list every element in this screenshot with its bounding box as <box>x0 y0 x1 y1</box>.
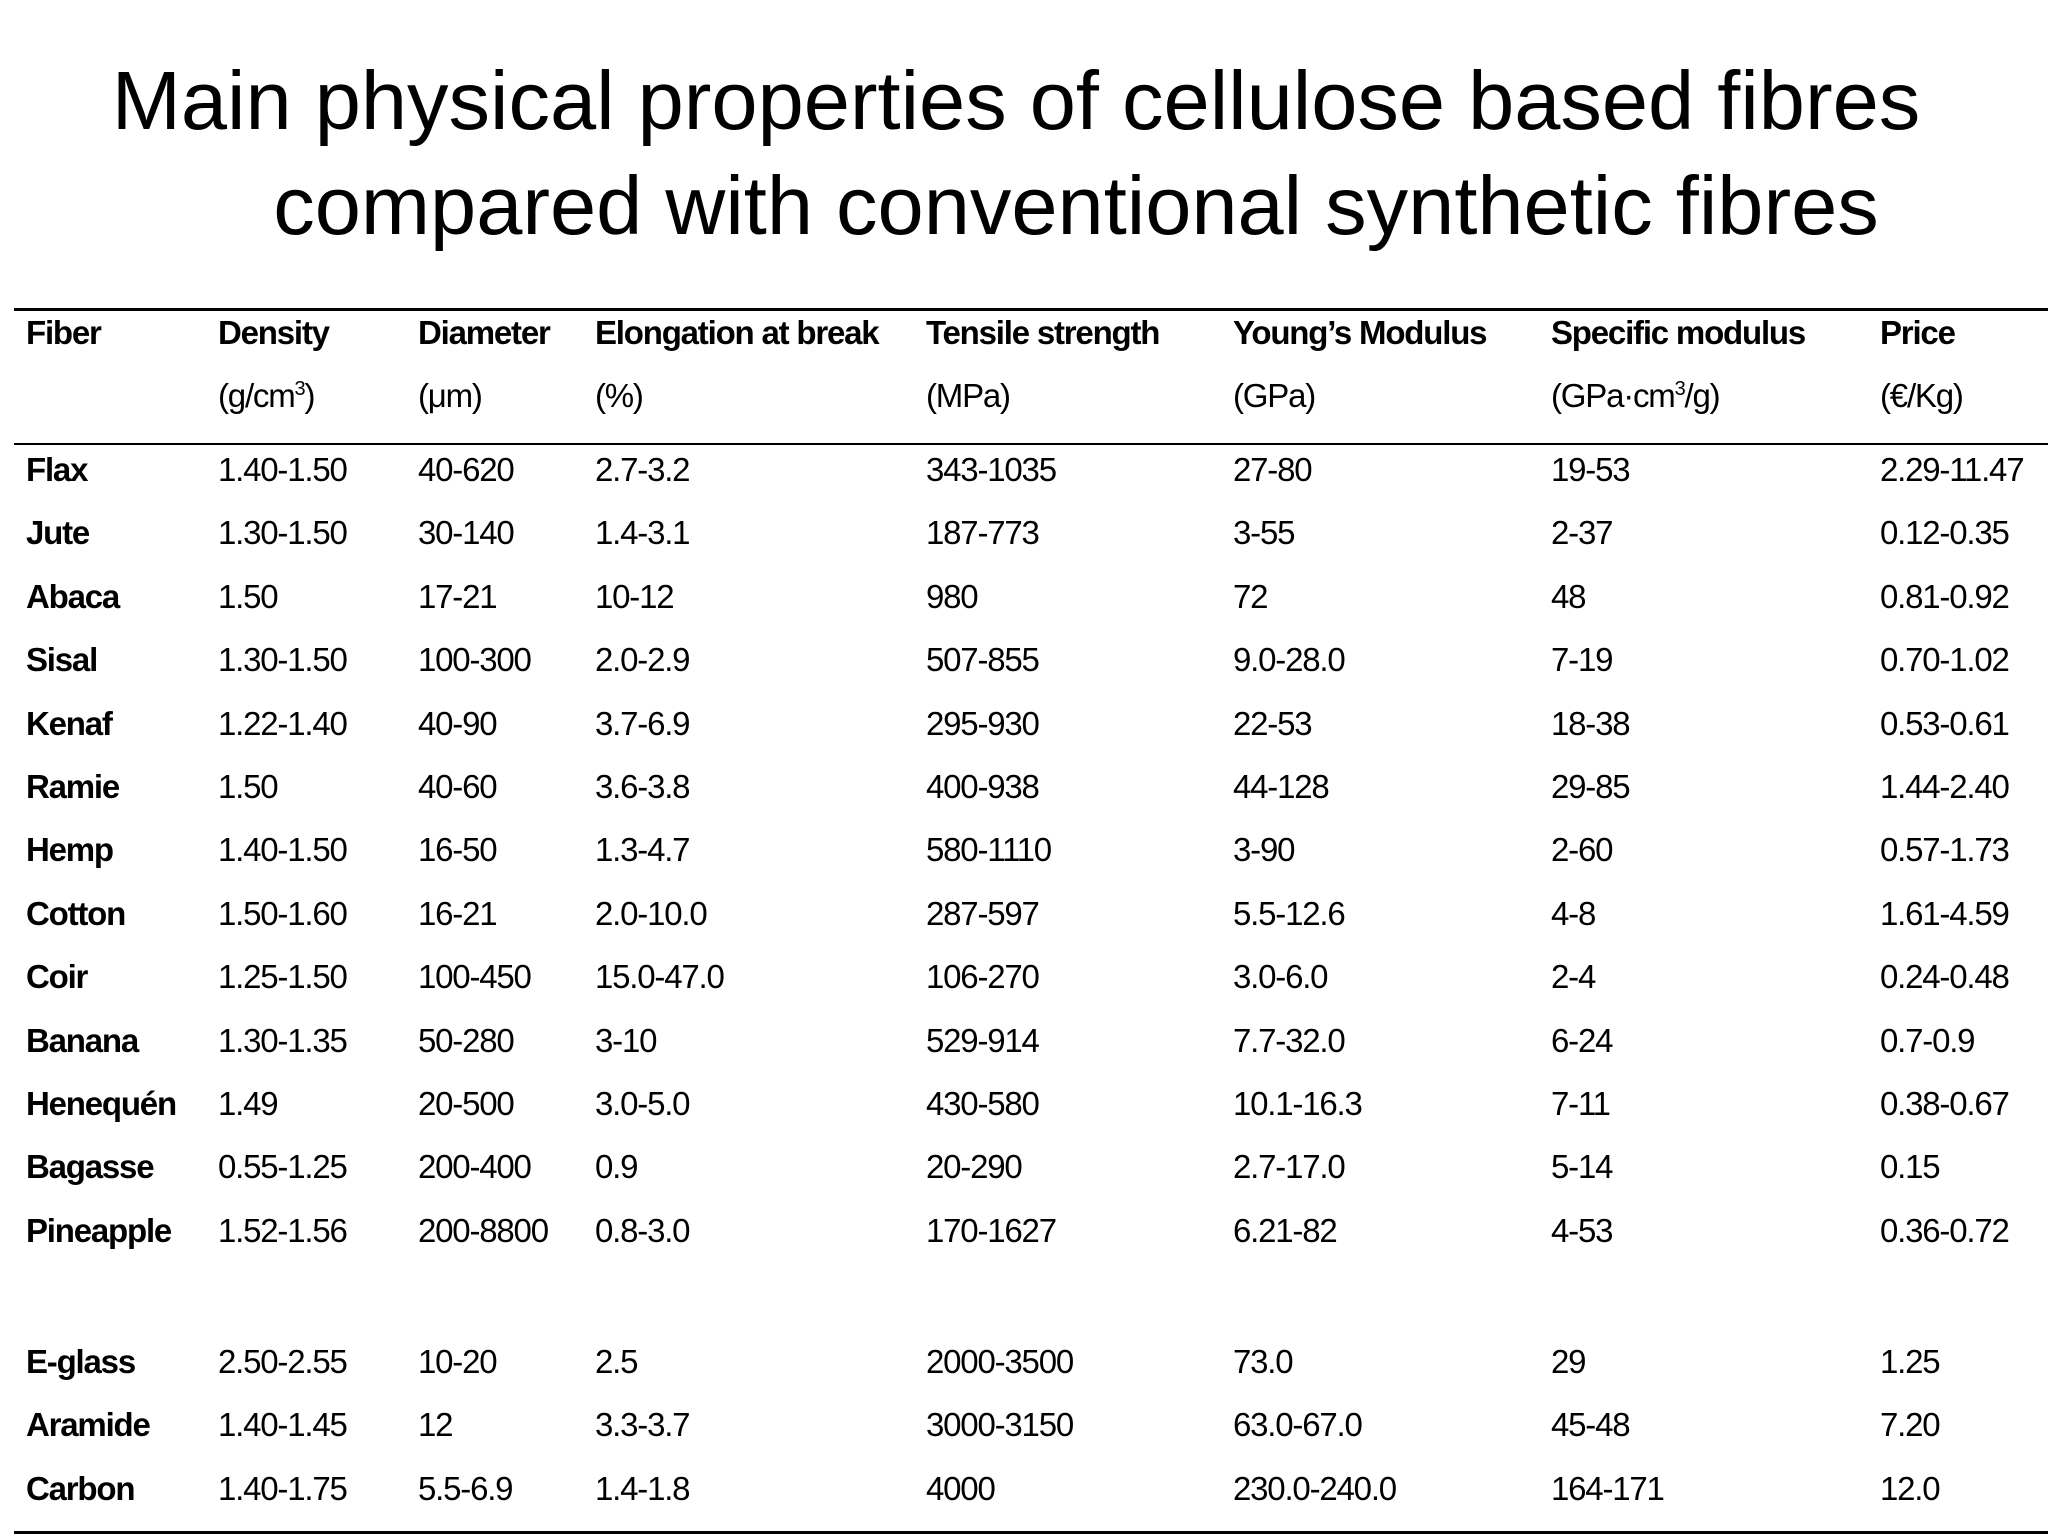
table-cell: 1.61-4.59 <box>1880 894 2009 932</box>
table-cell: 2.7-3.2 <box>595 451 690 488</box>
fiber-name-cell: Ramie <box>26 768 120 805</box>
table-cell: 10-12 <box>595 577 674 615</box>
column-unit-text: (g/cm <box>218 377 295 414</box>
column-unit-text: /g) <box>1684 377 1720 414</box>
table-cell: 0.70-1.02 <box>1880 641 2009 679</box>
column-unit <box>1551 376 1719 416</box>
table-cell: 12.0 <box>1880 1469 1940 1507</box>
table-cell: 10-20 <box>418 1343 497 1380</box>
fiber-name-cell: Abaca <box>26 577 120 615</box>
table-cell: 295-930 <box>926 704 1039 742</box>
table-cell: 1.50 <box>218 768 278 805</box>
table-cell: 580-1110 <box>926 831 1051 869</box>
table-cell: 529-914 <box>926 1021 1039 1059</box>
table-cell: 1.49 <box>218 1085 278 1122</box>
table-cell: 343-1035 <box>926 451 1056 488</box>
column-unit-text: ) <box>304 377 315 414</box>
table-cell: 980 <box>926 577 978 615</box>
table-cell: 1.40-1.50 <box>218 831 347 869</box>
column-unit-text: (%) <box>595 377 643 414</box>
table-cell: 164-171 <box>1551 1469 1664 1507</box>
table-cell: 2000-3500 <box>926 1343 1074 1380</box>
column-unit <box>418 376 482 416</box>
table-cell: 27-80 <box>1233 451 1312 488</box>
table-cell: 4-53 <box>1551 1211 1613 1249</box>
table-cell: 4000 <box>926 1469 995 1507</box>
table-cell: 0.57-1.73 <box>1880 831 2009 869</box>
fiber-name-cell: Aramide <box>26 1406 150 1444</box>
column-unit-text: (μm) <box>418 377 482 414</box>
table-cell: 0.7-0.9 <box>1880 1021 1975 1059</box>
fiber-name-cell: E-glass <box>26 1343 135 1380</box>
table-cell: 4-8 <box>1551 894 1596 932</box>
table-cell: 1.30-1.50 <box>218 641 347 679</box>
table-cell: 2-37 <box>1551 514 1613 552</box>
table-cell: 16-21 <box>418 894 497 932</box>
fiber-name-cell: Hemp <box>26 831 113 869</box>
table-cell: 1.25 <box>1880 1343 1940 1380</box>
table-cell: 187-773 <box>926 514 1039 552</box>
table-cell: 0.36-0.72 <box>1880 1211 2009 1249</box>
table-cell: 6.21-82 <box>1233 1211 1337 1249</box>
table-cell: 1.50-1.60 <box>218 894 347 932</box>
table-cell: 100-300 <box>418 641 531 679</box>
column-header: Fiber <box>26 314 101 351</box>
table-cell: 2-60 <box>1551 831 1613 869</box>
fiber-name-cell: Coir <box>26 958 88 996</box>
fiber-name-cell: Carbon <box>26 1469 135 1507</box>
table-cell: 0.8-3.0 <box>595 1211 690 1249</box>
table-cell: 1.40-1.75 <box>218 1469 347 1507</box>
table-cell: 0.55-1.25 <box>218 1148 347 1186</box>
column-unit <box>595 376 643 416</box>
column-header: Price <box>1880 314 1955 351</box>
column-header: Elongation at break <box>595 314 879 351</box>
column-header: Tensile strength <box>926 314 1160 351</box>
table-cell: 3-90 <box>1233 831 1295 869</box>
table-cell: 20-500 <box>418 1085 514 1122</box>
table-cell: 3000-3150 <box>926 1406 1074 1444</box>
table-cell: 63.0-67.0 <box>1233 1406 1362 1444</box>
table-cell: 3.3-3.7 <box>595 1406 690 1444</box>
table-cell: 40-90 <box>418 704 497 742</box>
table-cell: 2.50-2.55 <box>218 1343 347 1380</box>
table-cell: 5-14 <box>1551 1148 1613 1186</box>
table-cell: 1.22-1.40 <box>218 704 347 742</box>
table-cell: 1.50 <box>218 577 278 615</box>
table-cell: 3-10 <box>595 1021 657 1059</box>
table-cell: 7-11 <box>1551 1085 1610 1122</box>
table-cell: 40-620 <box>418 451 514 488</box>
fiber-name-cell: Cotton <box>26 894 126 932</box>
table-cell: 170-1627 <box>926 1211 1056 1249</box>
table-cell: 3.0-5.0 <box>595 1085 690 1122</box>
column-unit <box>1880 376 1963 416</box>
table-cell: 1.40-1.50 <box>218 451 347 488</box>
fiber-name-cell: Flax <box>26 451 88 488</box>
table-cell: 16-50 <box>418 831 497 869</box>
table-cell: 44-128 <box>1233 768 1329 805</box>
table-cell: 106-270 <box>926 958 1039 996</box>
fiber-name-cell: Bagasse <box>26 1148 154 1186</box>
fiber-name-cell: Henequén <box>26 1085 176 1122</box>
column-unit-text: (GPa) <box>1233 377 1316 414</box>
table-cell: 1.4-3.1 <box>595 514 690 552</box>
table-cell: 19-53 <box>1551 451 1630 488</box>
table-cell: 0.81-0.92 <box>1880 577 2009 615</box>
table-cell: 287-597 <box>926 894 1039 932</box>
table-cell: 50-280 <box>418 1021 514 1059</box>
table-cell: 3-55 <box>1233 514 1295 552</box>
table-cell: 12 <box>418 1406 453 1444</box>
table-cell: 7.7-32.0 <box>1233 1021 1345 1059</box>
fiber-name-cell: Kenaf <box>26 704 112 742</box>
fiber-name-cell: Sisal <box>26 641 98 679</box>
column-unit-text: (€/Kg) <box>1880 377 1963 414</box>
table-cell: 18-38 <box>1551 704 1630 742</box>
table-cell: 0.53-0.61 <box>1880 704 2009 742</box>
table-cell: 17-21 <box>418 577 497 615</box>
table-cell: 1.30-1.50 <box>218 514 347 552</box>
column-unit-text: (GPa·cm <box>1551 377 1675 414</box>
table-cell: 7-19 <box>1551 641 1613 679</box>
table-cell: 2.0-2.9 <box>595 641 690 679</box>
table-cell: 0.15 <box>1880 1148 1940 1186</box>
table-cell: 30-140 <box>418 514 514 552</box>
table-cell: 15.0-47.0 <box>595 958 724 996</box>
table-cell: 507-855 <box>926 641 1039 679</box>
table-cell: 5.5-6.9 <box>418 1469 513 1507</box>
table-cell: 2.7-17.0 <box>1233 1148 1345 1186</box>
table-cell: 6-24 <box>1551 1021 1613 1059</box>
table-cell: 1.4-1.8 <box>595 1469 690 1507</box>
title-line-1: Main physical properties of cellulose based fibres <box>111 54 1921 147</box>
table-cell: 200-8800 <box>418 1211 548 1249</box>
table-cell: 22-53 <box>1233 704 1312 742</box>
table-cell: 0.12-0.35 <box>1880 514 2009 552</box>
fiber-name-cell: Pineapple <box>26 1211 172 1249</box>
title-line-2: compared with conventional synthetic fibres <box>273 159 1879 252</box>
column-unit <box>218 376 314 416</box>
column-header: Young’s Modulus <box>1233 314 1487 351</box>
table-cell: 3.7-6.9 <box>595 704 690 742</box>
fiber-name-cell: Jute <box>26 514 90 552</box>
column-unit-superscript: 3 <box>1674 378 1685 400</box>
table-cell: 230.0-240.0 <box>1233 1469 1396 1507</box>
table-cell: 1.25-1.50 <box>218 958 347 996</box>
table-cell: 29-85 <box>1551 768 1630 805</box>
table-cell: 40-60 <box>418 768 497 805</box>
table-cell: 0.9 <box>595 1148 638 1186</box>
table-cell: 0.38-0.67 <box>1880 1085 2009 1122</box>
table-cell: 2-4 <box>1551 958 1596 996</box>
table-cell: 1.40-1.45 <box>218 1406 347 1444</box>
table-cell: 7.20 <box>1880 1406 1940 1444</box>
table-cell: 20-290 <box>926 1148 1022 1186</box>
column-unit <box>926 376 1010 416</box>
column-header: Specific modulus <box>1551 314 1806 351</box>
fiber-name-cell: Banana <box>26 1021 139 1059</box>
table-cell: 3.0-6.0 <box>1233 958 1328 996</box>
table-cell: 400-938 <box>926 768 1039 805</box>
table-cell: 0.24-0.48 <box>1880 958 2009 996</box>
column-unit-superscript: 3 <box>294 378 305 400</box>
table-cell: 430-580 <box>926 1085 1039 1122</box>
column-unit <box>1233 376 1315 416</box>
table-cell: 5.5-12.6 <box>1233 894 1345 932</box>
column-unit-text: (MPa) <box>926 377 1010 414</box>
table-cell: 200-400 <box>418 1148 531 1186</box>
table-cell: 1.52-1.56 <box>218 1211 347 1249</box>
table-cell: 3.6-3.8 <box>595 768 690 805</box>
table-cell: 48 <box>1551 577 1586 615</box>
table-cell: 1.30-1.35 <box>218 1021 347 1059</box>
table-cell: 2.5 <box>595 1343 638 1380</box>
fibre-properties-table <box>26 0 2048 1536</box>
table-cell: 1.44-2.40 <box>1880 768 2009 805</box>
table-cell: 45-48 <box>1551 1406 1630 1444</box>
table-cell: 72 <box>1233 577 1268 615</box>
table-cell: 100-450 <box>418 958 531 996</box>
table-cell: 9.0-28.0 <box>1233 641 1345 679</box>
table-cell: 29 <box>1551 1343 1586 1380</box>
table-cell: 2.29-11.47 <box>1880 451 2024 488</box>
table-cell: 1.3-4.7 <box>595 831 690 869</box>
column-header: Diameter <box>418 314 550 351</box>
column-header: Density <box>218 314 329 351</box>
table-cell: 2.0-10.0 <box>595 894 707 932</box>
table-cell: 10.1-16.3 <box>1233 1085 1362 1122</box>
table-cell: 73.0 <box>1233 1343 1293 1380</box>
